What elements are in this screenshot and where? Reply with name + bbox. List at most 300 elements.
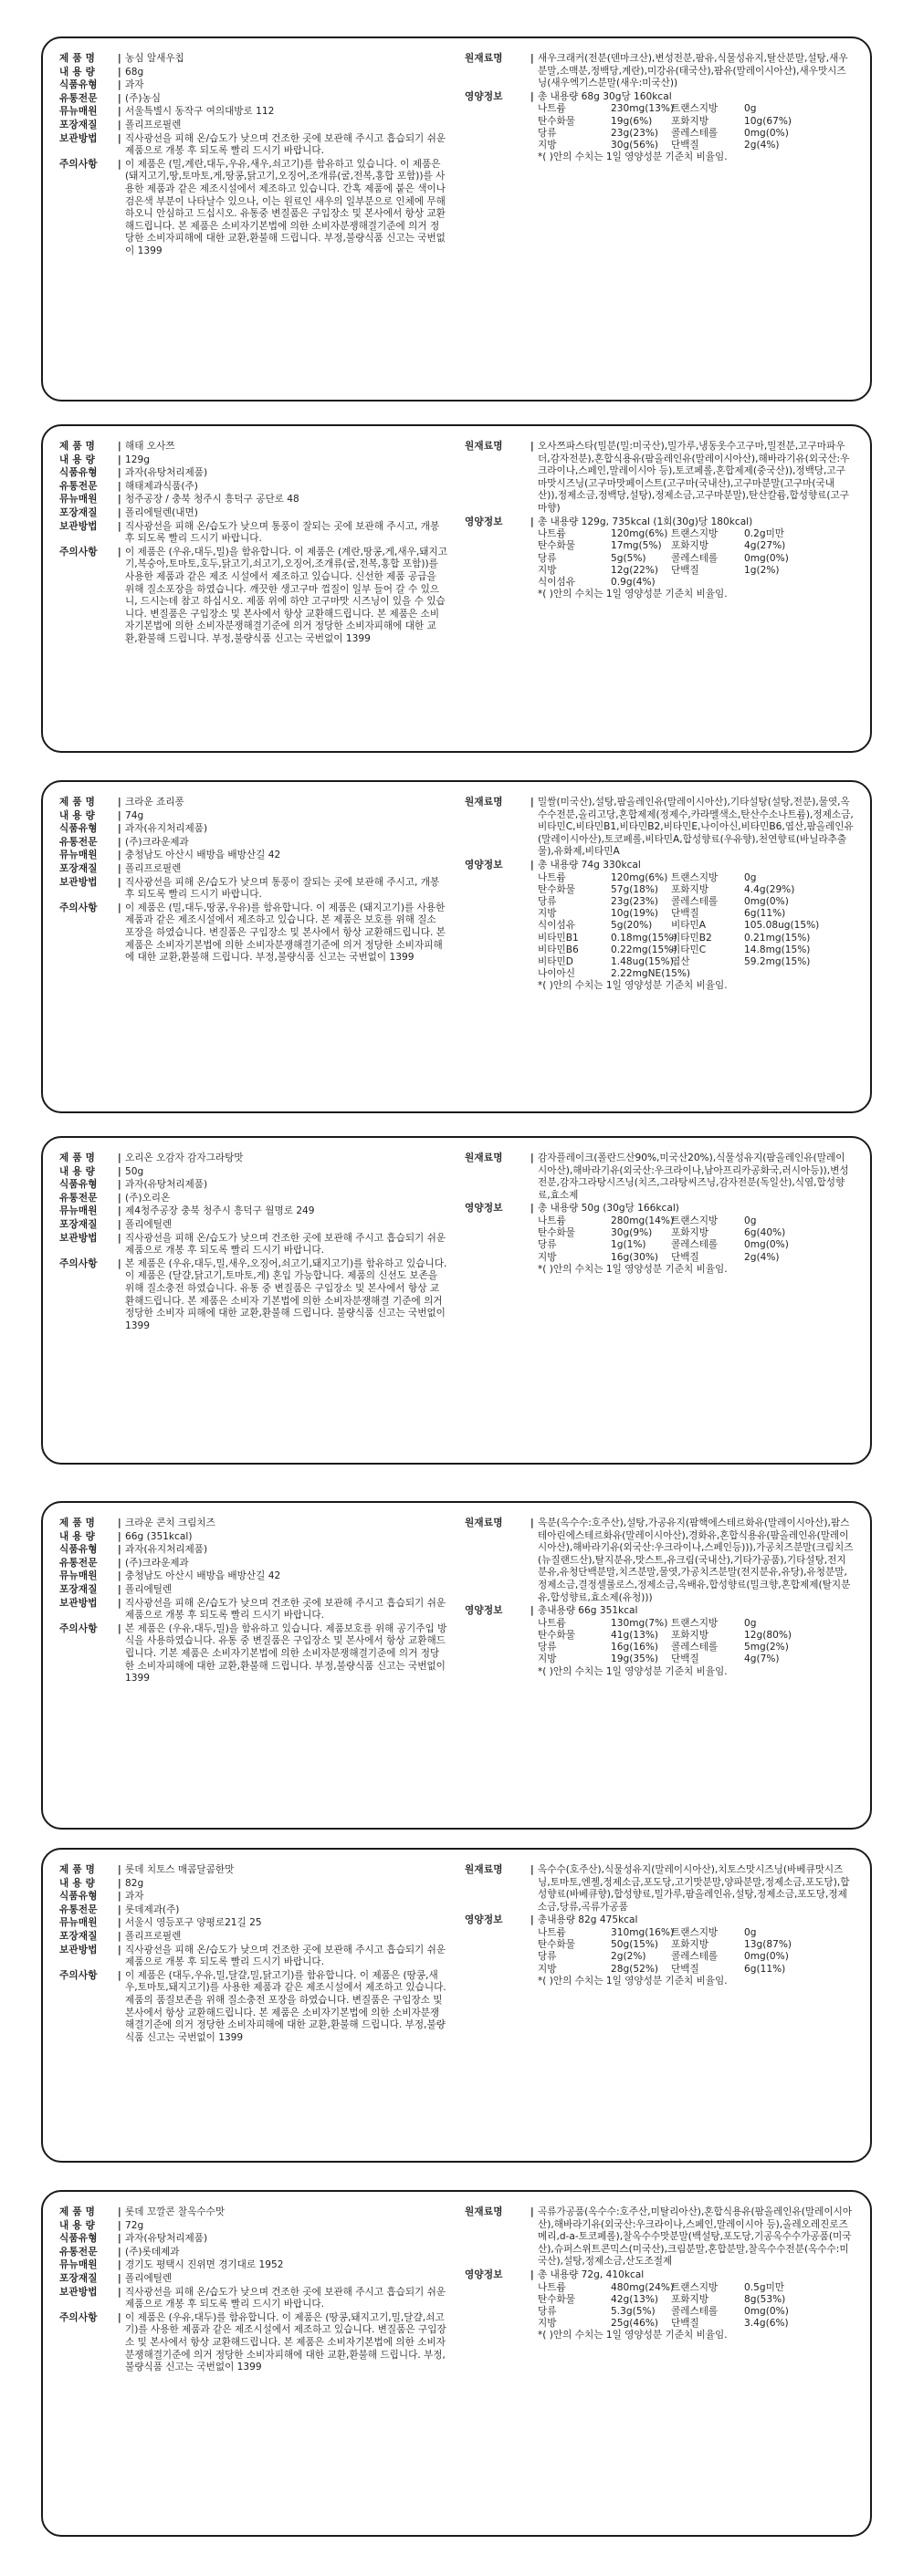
manufacturer-label: 뮤뉴매원 | — [59, 1205, 125, 1218]
food-type-row — [59, 1544, 448, 1557]
nutrient-cell: 탄수화물 — [538, 540, 575, 552]
nutrition-box — [538, 1914, 854, 1987]
ingredients-label: 원재료명 | — [465, 441, 538, 516]
storage-method-label: 보관방법 | — [59, 877, 125, 902]
nutrient-cell: 1.48ug(15%) — [611, 955, 674, 967]
storage-method-row — [59, 521, 448, 546]
nutrient-cell: 비타민C — [671, 944, 707, 955]
product-info-column — [59, 2206, 448, 2522]
food-type-row — [59, 1179, 448, 1192]
nutrition-footnote: *( )안의 수치는 1일 영양성분 기준치 비율임. — [538, 589, 728, 600]
ingredients-nutrition-column — [465, 797, 854, 1099]
nutrient-cell: 4.4g(29%) — [744, 883, 795, 895]
product-name-label: 제 품 명 | — [59, 2206, 125, 2219]
nutrition-total: 총 내용량 129g, 735kcal (1회(30g)당 180kcal) — [538, 516, 753, 527]
product-label-card — [41, 424, 872, 753]
nutrition-row — [465, 516, 854, 601]
nutrient-cell: 120mg(6%) — [611, 871, 668, 883]
nutrition-total: 총 내용량 50g (30g당 166kcal) — [538, 1203, 679, 1215]
nutrient-cell: 0.18mg(15%) — [611, 932, 677, 944]
nutrition-table — [538, 1618, 854, 1666]
packaging-material-row — [59, 507, 448, 520]
product-info-column — [59, 1152, 448, 1450]
net-amount-value: 50g — [125, 1165, 144, 1177]
product-name-value: 해태 오사쯔 — [125, 441, 175, 452]
food-type-label: 식품유형 | — [59, 1891, 125, 1903]
storage-method-value: 직사광선을 피해 온/습도가 낮으며 건조한 곳에 보관해 주시고 흡습되기 쉬운 제품으로 개봉 후 되도록 빨리 드시기 바랍니다. — [125, 132, 446, 157]
caution-note-value: 이 제품은 (우유,대두,밀)을 함유합니다. 이 제품은 (계란,땅콩,게,새우,돼지고기,복숭아,토마토,호두,닭고기,쇠고기,오징어,조개류(굴,전복,홍합 포함))를 사용한 제품과 같은 제조 시설에서 제조하고 있습니다. 신선한 제품 공급을 위해 질소포장을 하였습니다. 깨끗한 생고구마 껍질이 일부 들어 갈 수 있으니, 드시는데 참고 하십시오. 제품 위에 하얀 고구마맛 시즈닝이 있을 수 있습니다. 변질품은 구입장소 및 본사에서 항상 교환해드립니다. 본 제품은 소비자기본법에 의한 소비자분쟁해결기준에 의거 정당한 소비자피해에 대한 교환,환불해 드립니다. 부정,불량식품 신고는 국번없이 1399 — [125, 546, 447, 644]
food-type-label: 식품유형 | — [59, 823, 125, 836]
nutrition-row — [465, 1914, 854, 1987]
nutrient-cell: 0mg(0%) — [744, 1951, 789, 1963]
nutrient-cell: 57g(18%) — [611, 883, 659, 895]
nutrient-cell: 2.22mgNE(15%) — [611, 968, 691, 980]
nutrient-cell: 28g(52%) — [611, 1963, 659, 1975]
ingredients-row — [465, 441, 854, 516]
distributor-row — [59, 2247, 448, 2259]
distributor-label: 유통전문 | — [59, 93, 125, 106]
caution-note-row — [59, 902, 448, 965]
nutrient-cell: 4g(27%) — [744, 540, 786, 552]
product-info-column — [59, 441, 448, 738]
nutrition-footnote: *( )안의 수치는 1일 영양성분 기준치 비율임. — [538, 151, 728, 163]
nutrient-cell: 지방 — [538, 1963, 557, 1975]
nutrient-cell: 단백질 — [671, 2318, 699, 2330]
packaging-material-value: 폴리에틸렌 — [125, 1583, 173, 1595]
product-name-row — [59, 1517, 448, 1530]
nutrition-row — [465, 2269, 854, 2342]
nutrient-cell: 0g — [744, 103, 757, 115]
ingredients-value: 오사쯔파스타(밀분(밀:미국산),밀가루,냉동옷수고구마,밀전분,고구마파우더,감자전분),혼합식용유(팜올레인유(말레이시아산),해바라기유(외국산:우크라이나,스페인,말레이시아 등),토코페롤,혼합제제(중국산)),정백당,고구마맛시즈닝(고구마맛페이스트(고구마(국내산),고구마분말(고구마(국내산)),정제소금,정백당,설탕),정제소금,고구마분말),탄산칼륨,합성향료(고구마향) — [538, 441, 850, 514]
manufacturer-row — [59, 2259, 448, 2272]
distributor-row — [59, 93, 448, 106]
ingredients-row — [465, 1152, 854, 1202]
manufacturer-label: 뮤뉴매원 | — [59, 106, 125, 119]
nutrition-label: 영양정보 | — [465, 1203, 538, 1276]
nutrient-cell: 포화지방 — [671, 2293, 708, 2305]
caution-note-label: 주의사항 | — [59, 1258, 125, 1333]
ingredients-value: 새우크래커(전분(덴마크산),변성전분,팜유,식물성유지,탈산분말,설탕,새우분말,소맥분,정백당,계란),미강유(태국산),팜유(말레이시아산),새우맛시즈닝(새우엑기스분말(새우:미국산)) — [538, 53, 848, 89]
distributor-value: 롯데제과(주) — [125, 1903, 180, 1915]
nutrient-cell: 30g(56%) — [611, 139, 659, 151]
nutrition-box — [538, 860, 854, 993]
net-amount-row — [59, 1166, 448, 1179]
distributor-value: (주)크라운제과 — [125, 1557, 189, 1569]
nutrient-cell: 지방 — [538, 564, 557, 576]
food-type-row — [59, 823, 448, 836]
packaging-material-value: 폴리에틸렌 — [125, 1218, 173, 1230]
caution-note-label: 주의사항 | — [59, 1623, 125, 1685]
net-amount-row — [59, 1531, 448, 1544]
nutrient-cell: 포화지방 — [671, 115, 708, 127]
distributor-label: 유통전문 | — [59, 2247, 125, 2259]
net-amount-row — [59, 810, 448, 823]
food-type-label: 식품유형 | — [59, 1544, 125, 1557]
distributor-row — [59, 1193, 448, 1205]
caution-note-label: 주의사항 | — [59, 547, 125, 646]
storage-method-value: 직사광선을 피해 온/습도가 낮으며 건조한 곳에 보관해 주시고 흡습되기 쉬운 제품으로 개봉 후 되도록 빨리 드시기 바랍니다. — [125, 1944, 446, 1968]
nutrient-cell: 나트륨 — [538, 871, 566, 883]
ingredients-value: 곡류가공품(옥수수:호주산,미탈리아산),혼합식용유(팜올레인유(말레이시아산),해바라기유(외국산:우크라이나,스페인,말레이시아 등),올레오레진로즈메리,d-a-토코페롤),찰옥수수맛분말(백설탕,포도당,기공옥수수가공품(미국산),슈퍼스위트콘믹스(미국산),크림분말,혼합분말,찰옥수수전분(옥수수:미국산),설탕,정제소금,산도조절제 — [538, 2206, 853, 2268]
manufacturer-label: 뮤뉴매원 | — [59, 2259, 125, 2272]
storage-method-value: 직사광선을 피해 온/습도가 낮으며 건조한 곳에 보관해 주시고 흡습되기 쉬운 제품으로 개봉 후 되도록 빨리 드시기 바랍니다. — [125, 2286, 446, 2310]
nutrition-footnote: *( )안의 수치는 1일 영양성분 기준치 비율임. — [538, 1665, 728, 1677]
nutrient-cell: 나트륨 — [538, 1215, 566, 1226]
nutrient-cell: 1g(1%) — [611, 1239, 646, 1251]
nutrient-cell: 0mg(0%) — [744, 127, 789, 139]
net-amount-value: 72g — [125, 2219, 144, 2231]
food-type-value: 과자(유탕처리제품) — [125, 1179, 208, 1191]
product-name-row — [59, 441, 448, 454]
manufacturer-row — [59, 1205, 448, 1218]
distributor-value: 해태제과식품(주) — [125, 480, 198, 492]
net-amount-label: 내 용 량 | — [59, 810, 125, 823]
distributor-row — [59, 1904, 448, 1917]
food-type-label: 식품유형 | — [59, 2233, 125, 2246]
nutrient-cell: 단백질 — [671, 1251, 699, 1263]
nutrient-cell: 1g(2%) — [744, 564, 780, 576]
nutrient-cell: 당류 — [538, 1239, 557, 1251]
nutrient-cell: 당류 — [538, 2305, 557, 2317]
net-amount-label: 내 용 량 | — [59, 454, 125, 467]
nutrient-cell — [744, 577, 826, 589]
manufacturer-value: 서울특별시 동작구 여의대방로 112 — [125, 106, 275, 118]
nutrient-cell: 41g(13%) — [611, 1629, 659, 1641]
storage-method-label: 보관방법 | — [59, 1945, 125, 1969]
nutrient-cell — [671, 577, 744, 589]
food-type-value: 과자(유탕처리제품) — [125, 467, 208, 479]
nutrient-cell: 42g(13%) — [611, 2293, 659, 2305]
nutrition-label: 영양정보 | — [465, 2269, 538, 2342]
nutrition-table — [538, 872, 854, 981]
nutrient-cell: 50g(15%) — [611, 1939, 659, 1951]
net-amount-row — [59, 2220, 448, 2233]
nutrient-cell: 17mg(5%) — [611, 540, 662, 552]
net-amount-label: 내 용 량 | — [59, 2220, 125, 2233]
ingredients-nutrition-column — [465, 1517, 854, 1815]
nutrient-cell: 단백질 — [671, 139, 699, 151]
nutrient-cell: 비타민B1 — [538, 932, 579, 944]
ingredients-value: 옥수수(호주산),식물성유지(말레이시아산),치토스맛시즈닝(바베큐맛시즈닝,토마토,엔젤,정제소금,포도당,고기맛분말,양파분말,정제소금,포도당),합성향료(바베큐향),합성향료,밀가루,팜올레인유,설탕,정제소금,포도당,정제소금,당류,곡류가공품 — [538, 1864, 850, 1913]
nutrient-cell: 트랜스지방 — [671, 528, 719, 540]
food-type-label: 식품유형 | — [59, 1179, 125, 1192]
nutrient-cell: 탄수화물 — [538, 1227, 575, 1239]
packaging-material-label: 포장재질 | — [59, 120, 125, 132]
nutrient-cell: 포화지방 — [671, 1939, 708, 1951]
nutrient-cell: 0.2g미만 — [744, 528, 785, 540]
ingredients-row — [465, 1864, 854, 1914]
caution-note-value: 이 제품은 (대두,우유,밀,달걀,밀,닭고기)를 함유합니다. 이 제품은 (땅콩,새우,토마토,돼지고기)를 사용한 제품과 같은 제조시설에서 제조하고 있습니다. 제품의 품질보존을 위해 질소충전 포장을 하였습니다. 변질품은 구입장소 및 본사에서 항상 교환해드립니다. 본 제품은 소비자기본법에 의한 소비자분쟁해결기준에 의거 정당한 소비자피해에 대한 교환,환불해 드립니다. 부정,불량식품 신고는 국번없이 1399 — [125, 1969, 446, 2043]
nutrient-cell: 당류 — [538, 552, 557, 564]
ingredients-row — [465, 2206, 854, 2268]
nutrient-cell: 콜레스테롤 — [671, 895, 719, 907]
nutrient-cell: 트랜스지방 — [671, 2281, 719, 2293]
nutrient-cell: 0g — [744, 1215, 757, 1226]
nutrient-cell: 단백질 — [671, 564, 699, 576]
ingredients-label: 원재료명 | — [465, 1517, 538, 1604]
nutrient-cell: 단백질 — [671, 1653, 699, 1665]
product-name-label: 제 품 명 | — [59, 441, 125, 454]
packaging-material-value: 폴리에틸렌(내면) — [125, 506, 198, 518]
product-info-column — [59, 1864, 448, 2148]
caution-note-value: 본 제품은 (우유,대두,밀,새우,오징어,쇠고기,돼지고기)를 함유하고 있습니다. 이 제품은 (달걀,닭고기,토마토,게) 혼입 가능합니다. 제품의 신선도 보존을 위해 질소충전 하였습니다. 유통 중 변질품은 구입장소 및 본사에서 항상 교환해드립니다. 본 제품은 소비자 기본법에 의한 소비자분쟁해결 기준에 의거 정당한 소비자 피해에 대한 교환,환불해 드립니다. 불량식품 신고는 국번없이 1399 — [125, 1257, 447, 1331]
product-name-row — [59, 53, 448, 66]
nutrient-cell: 나트륨 — [538, 1617, 566, 1629]
nutrient-cell: 8g(53%) — [744, 2293, 786, 2305]
storage-method-value: 직사광선을 피해 온/습도가 낮으며 건조한 곳에 보관해 주시고 흡습되기 쉬운 제품으로 개봉 후 되도록 빨리 드시기 바랍니다. — [125, 1232, 446, 1257]
nutrient-cell: 나트륨 — [538, 1926, 566, 1938]
nutrient-cell: 5g(5%) — [611, 552, 646, 564]
product-name-row — [59, 1864, 448, 1877]
storage-method-value: 직사광선을 피해 온/습도가 낮으며 통풍이 잘되는 곳에 보관해 주시고, 개봉후 되도록 빨리 드시기 바랍니다. — [125, 876, 440, 901]
nutrient-cell: 6g(11%) — [744, 908, 786, 920]
nutrition-box — [538, 2269, 854, 2342]
product-name-label: 제 품 명 | — [59, 1152, 125, 1165]
distributor-row — [59, 481, 448, 494]
nutrient-cell: 12g(80%) — [744, 1629, 792, 1641]
packaging-material-label: 포장재질 | — [59, 1931, 125, 1944]
nutrient-cell: 나이아신 — [538, 968, 575, 980]
storage-method-value: 직사광선을 피해 온/습도가 낮으며 통풍이 잘되는 곳에 보관해 주시고, 개봉후 되도록 빨리 드시기 바랍니다. — [125, 520, 440, 545]
caution-note-label: 주의사항 | — [59, 2312, 125, 2374]
nutrient-cell: 당류 — [538, 127, 557, 139]
nutrient-cell: 트랜스지방 — [671, 871, 719, 883]
food-type-row — [59, 467, 448, 480]
packaging-material-value: 폴리프로필렌 — [125, 119, 182, 130]
nutrient-cell: 식이섬유 — [538, 920, 575, 932]
product-name-row — [59, 797, 448, 809]
nutrient-cell: 지방 — [538, 1251, 557, 1263]
nutrient-cell: 지방 — [538, 139, 557, 151]
nutrient-cell: 5mg(2%) — [744, 1642, 789, 1653]
ingredients-nutrition-column — [465, 2206, 854, 2522]
nutrient-cell: 비타민B6 — [538, 944, 579, 955]
nutrition-table — [538, 2282, 854, 2331]
storage-method-row — [59, 1945, 448, 1969]
packaging-material-label: 포장재질 | — [59, 507, 125, 520]
net-amount-row — [59, 454, 448, 467]
nutrient-cell: 280mg(14%) — [611, 1215, 675, 1226]
nutrient-cell: 0.9g(4%) — [611, 576, 656, 588]
nutrient-cell: 식이섬유 — [538, 576, 575, 588]
manufacturer-row — [59, 494, 448, 506]
packaging-material-row — [59, 1931, 448, 1944]
caution-note-row — [59, 1258, 448, 1333]
distributor-label: 유통전문 | — [59, 1558, 125, 1570]
nutrient-cell: 13g(87%) — [744, 1939, 792, 1951]
storage-method-label: 보관방법 | — [59, 133, 125, 158]
nutrient-cell: 나트륨 — [538, 2281, 566, 2293]
distributor-value: (주)오리온 — [125, 1192, 171, 1204]
packaging-material-label: 포장재질 | — [59, 2273, 125, 2286]
nutrient-cell: 나트륨 — [538, 528, 566, 540]
manufacturer-value: 충청남도 아산시 배방읍 배방산길 42 — [125, 850, 281, 861]
product-info-column — [59, 797, 448, 1099]
nutrient-cell: 탄수화물 — [538, 115, 575, 127]
product-name-label: 제 품 명 | — [59, 53, 125, 66]
product-name-value: 농심 알새우칩 — [125, 53, 184, 64]
ingredients-label: 원재료명 | — [465, 1864, 538, 1914]
product-name-row — [59, 1152, 448, 1165]
nutrient-cell — [744, 968, 826, 980]
nutrient-cell: 탄수화물 — [538, 883, 575, 895]
distributor-value: (주)농심 — [125, 92, 161, 104]
nutrient-cell: 지방 — [538, 908, 557, 920]
caution-note-value: 본 제품은 (우유,대두,밀)을 함유하고 있습니다. 제품보호를 위해 공기주입 방식을 사용하였습니다. 유통 중 변질품은 구입장소 및 본사에서 항상 교환해드립니다. 기본 제품은 소비자기본법에 의한 소비자분쟁해결기준에 의거 정당한 소비자피해에 대한 교환,환불해 드립니다. 부정,불량식품 신고는 국번없이 1399 — [125, 1622, 447, 1684]
storage-method-label: 보관방법 | — [59, 521, 125, 546]
ingredients-label: 원재료명 | — [465, 53, 538, 90]
nutrient-cell: 130mg(7%) — [611, 1617, 668, 1629]
nutrition-label: 영양정보 | — [465, 1914, 538, 1987]
nutrient-cell: 포화지방 — [671, 540, 708, 552]
nutrient-cell: 2g(4%) — [744, 1251, 780, 1263]
nutrient-cell: 23g(23%) — [611, 895, 659, 907]
product-label-card — [41, 780, 872, 1113]
packaging-material-value: 폴리프로필렌 — [125, 862, 182, 874]
packaging-material-row — [59, 1219, 448, 1232]
product-label-card — [41, 37, 872, 402]
food-type-label: 식품유형 | — [59, 79, 125, 92]
ingredients-label: 원재료명 | — [465, 1152, 538, 1202]
nutrition-total: 총 내용량 74g 330kcal — [538, 859, 641, 871]
nutrient-cell: 3.4g(6%) — [744, 2318, 789, 2330]
nutrition-footnote: *( )안의 수치는 1일 영양성분 기준치 비율임. — [538, 1263, 728, 1275]
packaging-material-value: 폴리프로필렌 — [125, 1930, 182, 1942]
nutrient-cell: 콜레스테롤 — [671, 127, 719, 139]
nutrient-cell: 콜레스테롤 — [671, 1642, 719, 1653]
caution-note-value: 이 제품은 (밀,계란,대두,우유,새우,쇠고기)를 함유하고 있습니다. 이 제품은 (돼지고기,땅,토마토,게,땅콩,닭고기,오징어,조개류(굴,전복,홍합 포함))를 사용한 제품과 같은 제조시설에서 제조하고 있습니다. 간혹 제품에 붙은 색이나 검은색 부분이 나타날수 있으나, 이는 원료인 새우의 일부분으로 인체에 무해하오니 안심하고 드십시오. 유통중 변질품은 구입장소 및 본사에서 항상 교환해드립니다. 본 제품은 소비자기본법에 의한 소비자분쟁해결기준에 의거 정당한 소비자피해에 대한 교환,환불해 드립니다. 부정,불량식품 신고는 국번없이 1399 — [125, 158, 446, 256]
net-amount-label: 내 용 량 | — [59, 1531, 125, 1544]
nutrient-cell: 19g(6%) — [611, 115, 653, 127]
nutrient-cell: 10g(19%) — [611, 908, 659, 920]
nutrient-cell: 탄수화물 — [538, 2293, 575, 2305]
nutrition-total: 총내용량 66g 351kcal — [538, 1605, 638, 1617]
food-type-value: 과자 — [125, 1891, 144, 1903]
nutrient-cell: 105.08ug(15%) — [744, 920, 820, 932]
caution-note-row — [59, 547, 448, 646]
nutrition-row — [465, 1203, 854, 1276]
nutrition-box — [538, 1605, 854, 1678]
nutrient-cell — [671, 968, 744, 980]
nutrient-cell: 트랜스지방 — [671, 1617, 719, 1629]
manufacturer-label: 뮤뉴매원 | — [59, 494, 125, 506]
nutrient-cell: 당류 — [538, 1951, 557, 1963]
nutrient-cell: 트랜스지방 — [671, 103, 719, 115]
nutrient-cell: 트랜스지방 — [671, 1215, 719, 1226]
nutrient-cell: 6g(11%) — [744, 1963, 786, 1975]
nutrition-box — [538, 516, 854, 601]
product-label-card — [41, 1501, 872, 1830]
food-type-value: 과자 — [125, 79, 144, 91]
nutrition-row — [465, 1605, 854, 1678]
storage-method-label: 보관방법 | — [59, 1598, 125, 1622]
nutrient-cell: 콜레스테롤 — [671, 1951, 719, 1963]
nutrient-cell: 포화지방 — [671, 883, 708, 895]
nutrient-cell: 30g(9%) — [611, 1227, 653, 1239]
nutrient-cell: 나트륨 — [538, 103, 566, 115]
storage-method-row — [59, 133, 448, 158]
packaging-material-row — [59, 2273, 448, 2286]
nutrient-cell: 탄수화물 — [538, 1629, 575, 1641]
nutrient-cell: 비타민B2 — [671, 932, 712, 944]
nutrient-cell: 480mg(24%) — [611, 2281, 675, 2293]
manufacturer-row — [59, 1917, 448, 1930]
caution-note-row — [59, 1623, 448, 1685]
packaging-material-value: 폴리에틸렌 — [125, 2272, 173, 2284]
net-amount-value: 74g — [125, 809, 144, 821]
caution-note-value: 이 제품은 (우유,대두)를 함유합니다. 이 제품은 (땅콩,돼지고기,밀,달걀,쇠고기)를 사용한 제품과 같은 제조시설에서 제조하고 있습니다. 변질품은 구입장소 및 본사에서 항상 교환해드립니다. 본 제품은 소비자기본법에 의한 소비자분쟁해결기준에 의거 정당한 소비자피해에 대한 교환,환불해 드립니다. 부정,불량식품 신고는 국번없이 1399 — [125, 2311, 446, 2373]
storage-method-row — [59, 877, 448, 902]
nutrient-cell: 지방 — [538, 2318, 557, 2330]
nutrient-cell: 5g(20%) — [611, 920, 653, 932]
nutrient-cell: 트랜스지방 — [671, 1926, 719, 1938]
net-amount-value: 66g (351kcal) — [125, 1530, 193, 1542]
net-amount-row — [59, 1878, 448, 1891]
packaging-material-row — [59, 863, 448, 876]
product-name-label: 제 품 명 | — [59, 1864, 125, 1877]
food-type-label: 식품유형 | — [59, 467, 125, 480]
nutrient-cell: 포화지방 — [671, 1629, 708, 1641]
nutrient-cell: 엽산 — [671, 955, 690, 967]
manufacturer-row — [59, 1570, 448, 1583]
manufacturer-label: 뮤뉴매원 | — [59, 1570, 125, 1583]
ingredients-row — [465, 1517, 854, 1604]
storage-method-label: 보관방법 | — [59, 1233, 125, 1257]
ingredients-row — [465, 53, 854, 90]
caution-note-value: 이 제품은 (밀,대두,땅콩,우유)를 함유합니다. 이 제품은 (돼지고기)를 사용한 제품과 같은 제조시설에서 제조하고 있습니다. 본 제품은 보호를 위해 질소 포장을 하였습니다. 변질품은 구입장소 및 본사에서 항상 교환해드립니다. 본 제품은 소비자기본법에 의한 소비자분쟁해결기준에 의거 정당한 소비자피해에 대한 교환,환불해 드립니다. 부정,불량식품 신고는 국번없이 1399 — [125, 902, 446, 964]
nutrient-cell: 콜레스테롤 — [671, 1239, 719, 1251]
distributor-label: 유통전문 | — [59, 837, 125, 850]
nutrition-total: 총내용량 82g 475kcal — [538, 1914, 638, 1926]
ingredients-row — [465, 797, 854, 859]
storage-method-row — [59, 2287, 448, 2311]
food-type-row — [59, 1891, 448, 1903]
food-type-row — [59, 2233, 448, 2246]
nutrient-cell: 지방 — [538, 1653, 557, 1665]
food-type-value: 과자(유지처리제품) — [125, 1544, 208, 1556]
packaging-material-row — [59, 120, 448, 132]
caution-note-label: 주의사항 | — [59, 159, 125, 258]
storage-method-row — [59, 1233, 448, 1257]
nutrition-footnote: *( )안의 수치는 1일 영양성분 기준치 비율임. — [538, 2330, 728, 2341]
net-amount-value: 82g — [125, 1877, 144, 1889]
nutrition-label: 영양정보 | — [465, 860, 538, 993]
nutrition-table — [538, 103, 854, 151]
ingredients-nutrition-column — [465, 1864, 854, 2148]
nutrient-cell: 14.8mg(15%) — [744, 944, 811, 955]
nutrient-cell: 당류 — [538, 1642, 557, 1653]
distributor-label: 유통전문 | — [59, 481, 125, 494]
food-type-row — [59, 79, 448, 92]
storage-method-value: 직사광선을 피해 온/습도가 낮으며 건조한 곳에 보관해 주시고 흡습되기 쉬운 제품으로 개봉 후 되도록 빨리 드시기 바랍니다. — [125, 1597, 446, 1622]
nutrient-cell: 16g(30%) — [611, 1251, 659, 1263]
nutrient-cell: 0mg(0%) — [744, 895, 789, 907]
caution-note-row — [59, 2312, 448, 2374]
distributor-value: (주)크라운제과 — [125, 836, 189, 848]
product-name-value: 롯데 치토스 매콤달콤한맛 — [125, 1864, 235, 1875]
ingredients-nutrition-column — [465, 53, 854, 387]
nutrient-cell: 콜레스테롤 — [671, 2305, 719, 2317]
manufacturer-value: 청주공장 / 충북 청주시 흥덕구 공단로 48 — [125, 494, 299, 506]
nutrient-cell: 310mg(16%) — [611, 1926, 675, 1938]
ingredients-value: 밀쌀(미국산),설탕,팜올레인유(말레이시아산),기타설탕(설탕,전분),물엿,옥수수전분,올리고당,혼합제제(정제수,카라멜색소,탄산수소나트륨),정제소금,비타민C,비타민B1,비타민B2,비타민E,나이아신,비타민B6,엽산,팜올레인유(말레이시아산),토코페롤,비타민A,합성향료(우유향),천연향료(바닐라추출물),유화제,비타민A — [538, 797, 854, 858]
nutrient-cell: 25g(46%) — [611, 2318, 659, 2330]
packaging-material-label: 포장재질 | — [59, 863, 125, 876]
nutrient-cell: 비타민D — [538, 955, 573, 967]
product-label-card — [41, 1136, 872, 1465]
nutrient-cell: 19g(35%) — [611, 1653, 659, 1665]
ingredients-label: 원재료명 | — [465, 2206, 538, 2268]
